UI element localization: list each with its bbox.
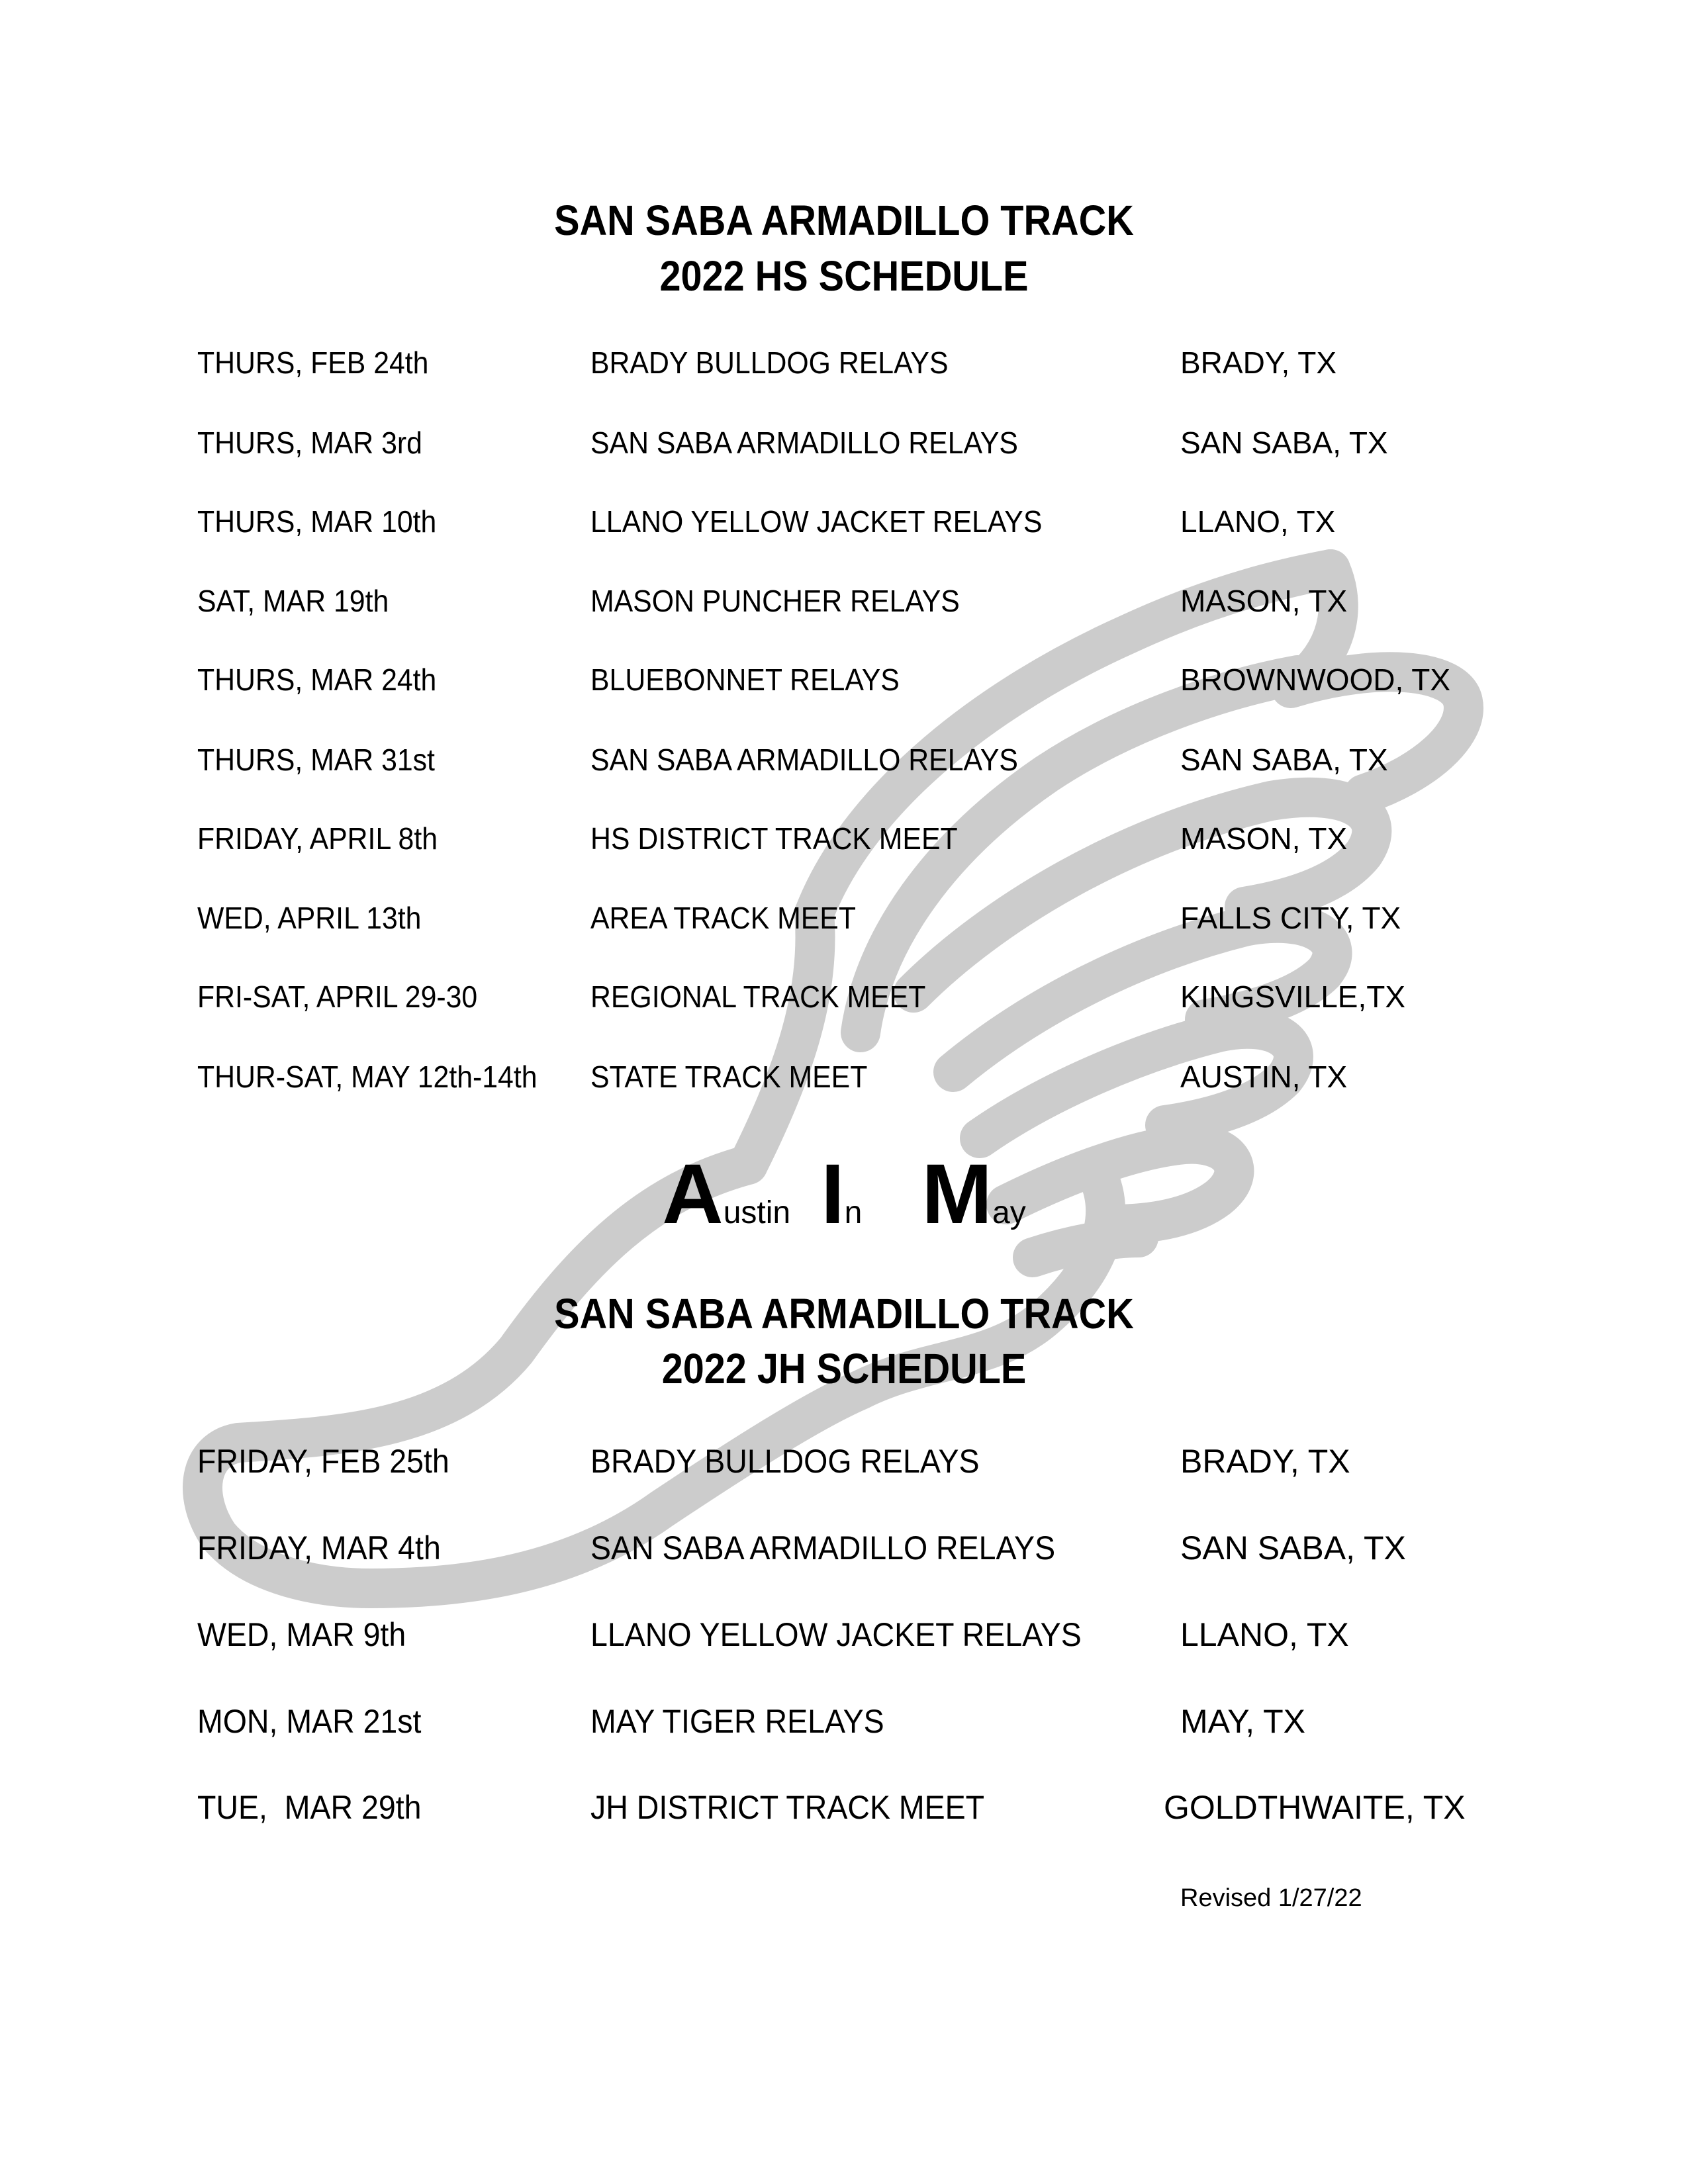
motto-initial-m: M	[921, 1147, 992, 1242]
row-date: WED, MAR 9th	[197, 1616, 406, 1653]
row-date: THURS, MAR 10th	[197, 504, 437, 539]
table-row	[0, 502, 1688, 541]
row-date: FRI-SAT, APRIL 29-30	[197, 979, 478, 1014]
row-event: BRADY BULLDOG RELAYS	[590, 345, 949, 380]
table-row	[0, 819, 1688, 858]
row-event: MASON PUNCHER RELAYS	[590, 584, 960, 618]
row-event: LLANO YELLOW JACKET RELAYS	[590, 1616, 1082, 1653]
table-row	[0, 1788, 1688, 1827]
table-row	[0, 898, 1688, 938]
row-date: THUR-SAT, MAY 12th-14th	[197, 1060, 538, 1094]
table-row	[0, 977, 1688, 1017]
row-location: AUSTIN, TX	[1180, 1060, 1348, 1094]
revised-date: Revised 1/27/22	[1180, 1884, 1362, 1912]
motto-initial-i: I	[821, 1147, 845, 1242]
table-row	[0, 581, 1688, 621]
aim-motto	[0, 1147, 1688, 1242]
motto-rest-ustin: ustin	[723, 1195, 791, 1230]
row-location: MASON, TX	[1180, 821, 1348, 856]
row-date: THURS, MAR 24th	[197, 662, 437, 697]
row-location: LLANO, TX	[1180, 504, 1336, 539]
row-location: SAN SABA, TX	[1180, 1529, 1406, 1567]
row-event: BLUEBONNET RELAYS	[590, 662, 900, 697]
row-date: THURS, MAR 31st	[197, 743, 435, 777]
row-event: MAY TIGER RELAYS	[590, 1703, 884, 1740]
table-row	[0, 660, 1688, 700]
row-location: MASON, TX	[1180, 584, 1348, 618]
row-location: LLANO, TX	[1180, 1616, 1349, 1653]
row-location: SAN SABA, TX	[1180, 426, 1388, 460]
row-date: SAT, MAR 19th	[197, 584, 389, 618]
row-date: FRIDAY, MAR 4th	[197, 1529, 441, 1567]
row-location: GOLDTHWAITE, TX	[1164, 1789, 1466, 1826]
table-row	[0, 1528, 1688, 1568]
row-event: AREA TRACK MEET	[590, 901, 856, 935]
row-event: SAN SABA ARMADILLO RELAYS	[590, 426, 1018, 460]
row-event: LLANO YELLOW JACKET RELAYS	[590, 504, 1043, 539]
table-row	[0, 1057, 1688, 1097]
motto-initial-a: A	[662, 1147, 724, 1242]
row-location: KINGSVILLE,TX	[1180, 979, 1406, 1014]
row-event: SAN SABA ARMADILLO RELAYS	[590, 743, 1018, 777]
table-row	[0, 1615, 1688, 1655]
row-event: REGIONAL TRACK MEET	[590, 979, 926, 1014]
motto-rest-n: n	[844, 1195, 863, 1230]
row-event: BRADY BULLDOG RELAYS	[590, 1443, 980, 1480]
row-location: BROWNWOOD, TX	[1180, 662, 1451, 697]
row-event: JH DISTRICT TRACK MEET	[590, 1789, 985, 1826]
row-location: FALLS CITY, TX	[1180, 901, 1401, 935]
row-date: TUE, MAR 29th	[197, 1789, 422, 1826]
row-location: BRADY, TX	[1180, 345, 1337, 380]
jh-title-line2: 2022 JH SCHEDULE	[661, 1345, 1027, 1392]
table-row	[0, 740, 1688, 780]
row-date: WED, APRIL 13th	[197, 901, 422, 935]
row-location: SAN SABA, TX	[1180, 743, 1388, 777]
table-row	[0, 1441, 1688, 1481]
row-location: MAY, TX	[1180, 1703, 1305, 1740]
row-location: BRADY, TX	[1180, 1443, 1350, 1480]
table-row	[0, 423, 1688, 463]
hs-title-line2: 2022 HS SCHEDULE	[659, 252, 1029, 300]
table-row	[0, 1702, 1688, 1741]
row-date: FRIDAY, FEB 25th	[197, 1443, 449, 1480]
row-date: THURS, FEB 24th	[197, 345, 429, 380]
row-date: MON, MAR 21st	[197, 1703, 422, 1740]
hs-title-line1: SAN SABA ARMADILLO TRACK	[554, 197, 1134, 244]
motto-rest-ay: ay	[992, 1195, 1026, 1230]
row-event: STATE TRACK MEET	[590, 1060, 868, 1094]
jh-title-line1: SAN SABA ARMADILLO TRACK	[554, 1290, 1134, 1338]
table-row	[0, 343, 1688, 383]
row-event: SAN SABA ARMADILLO RELAYS	[590, 1529, 1056, 1567]
row-event: HS DISTRICT TRACK MEET	[590, 821, 958, 856]
row-date: FRIDAY, APRIL 8th	[197, 821, 438, 856]
row-date: THURS, MAR 3rd	[197, 426, 422, 460]
